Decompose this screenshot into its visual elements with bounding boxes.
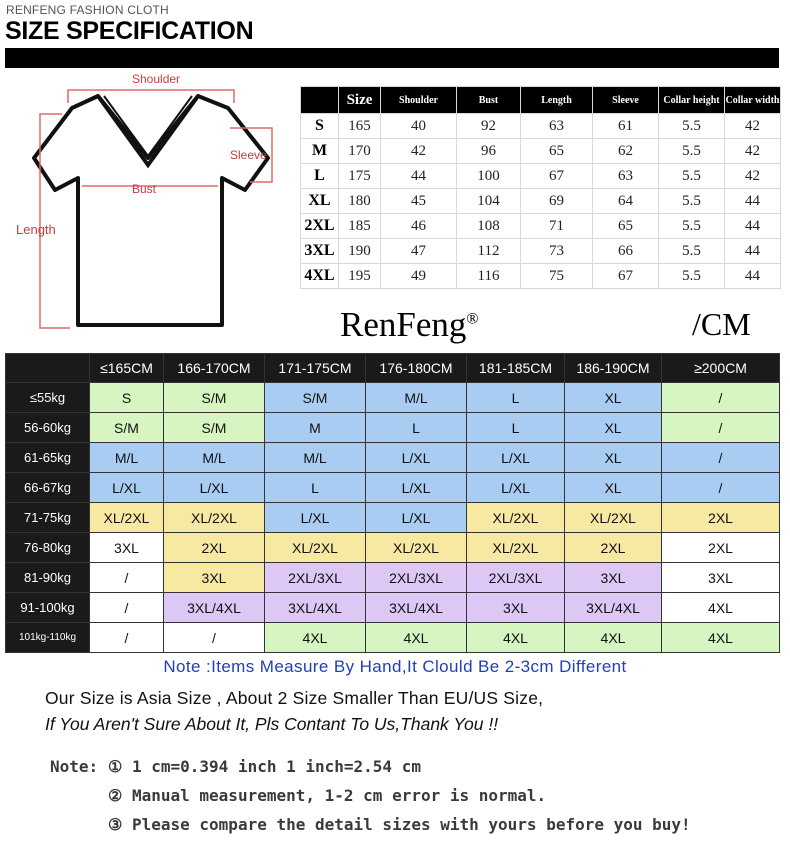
- fit-size-cell: 3XL/4XL: [565, 593, 662, 623]
- fit-size-cell: 2XL: [565, 533, 662, 563]
- size-value-cell: 96: [457, 139, 521, 164]
- fit-size-cell: XL: [565, 383, 662, 413]
- size-value-cell: 42: [725, 139, 781, 164]
- fit-size-cell: 2XL/3XL: [366, 563, 467, 593]
- fit-size-cell: L/XL: [265, 503, 366, 533]
- fit-size-cell: S/M: [90, 413, 164, 443]
- title-divider-bar: [5, 48, 779, 68]
- size-value-cell: 170: [339, 139, 381, 164]
- size-table-row: [301, 214, 781, 239]
- size-value-cell: 44: [725, 264, 781, 289]
- fit-size-cell: /: [662, 413, 780, 443]
- size-table-header: Shoulder: [381, 87, 457, 114]
- fit-size-cell: S/M: [265, 383, 366, 413]
- size-label-cell: S: [301, 114, 339, 139]
- size-table-body: [301, 114, 781, 289]
- size-value-cell: 64: [593, 189, 659, 214]
- fit-grid-row: [6, 563, 780, 593]
- size-value-cell: 44: [381, 164, 457, 189]
- size-value-cell: 66: [593, 239, 659, 264]
- fit-size-cell: XL/2XL: [265, 533, 366, 563]
- size-value-cell: 61: [593, 114, 659, 139]
- length-label: Length: [16, 222, 56, 237]
- size-value-cell: 63: [593, 164, 659, 189]
- brand-caption: RENFENG FASHION CLOTH: [6, 3, 169, 17]
- weight-label: 101kg-110kg: [6, 623, 90, 653]
- fit-size-cell: 4XL: [662, 593, 780, 623]
- registered-mark: ®: [466, 310, 479, 328]
- size-label-cell: XL: [301, 189, 339, 214]
- height-header: 171-175CM: [265, 354, 366, 383]
- size-label-cell: 4XL: [301, 264, 339, 289]
- fit-size-cell: 4XL: [467, 623, 565, 653]
- fit-grid-row: [6, 413, 780, 443]
- size-table-header-blank: [301, 87, 339, 114]
- fit-size-cell: L: [467, 383, 565, 413]
- fit-size-cell: XL/2XL: [164, 503, 265, 533]
- weight-label: ≤55kg: [6, 383, 90, 413]
- fit-size-cell: /: [662, 443, 780, 473]
- size-value-cell: 62: [593, 139, 659, 164]
- size-value-cell: 116: [457, 264, 521, 289]
- notes-label: Note:: [50, 757, 99, 776]
- brand-logo-text: RenFeng: [340, 305, 467, 344]
- weight-label: 61-65kg: [6, 443, 90, 473]
- fit-size-cell: M: [265, 413, 366, 443]
- unit-label: /CM: [692, 306, 751, 342]
- fit-grid-row: [6, 593, 780, 623]
- fit-size-cell: /: [90, 563, 164, 593]
- fit-size-cell: M/L: [265, 443, 366, 473]
- fit-size-cell: M/L: [164, 443, 265, 473]
- fit-size-cell: 3XL: [467, 593, 565, 623]
- fit-size-cell: 3XL/4XL: [366, 593, 467, 623]
- size-value-cell: 5.5: [659, 264, 725, 289]
- fit-size-cell: L/XL: [366, 503, 467, 533]
- fit-size-cell: S: [90, 383, 164, 413]
- weight-label: 91-100kg: [6, 593, 90, 623]
- size-spec-table: [300, 86, 781, 289]
- size-value-cell: 165: [339, 114, 381, 139]
- height-header: 176-180CM: [366, 354, 467, 383]
- weight-label: 71-75kg: [6, 503, 90, 533]
- size-value-cell: 92: [457, 114, 521, 139]
- fit-size-cell: XL/2XL: [467, 533, 565, 563]
- fit-size-cell: M/L: [90, 443, 164, 473]
- fit-grid-row: [6, 473, 780, 503]
- fit-size-cell: /: [662, 383, 780, 413]
- fit-grid-row: [6, 383, 780, 413]
- size-table-header: Size: [339, 87, 381, 114]
- fit-grid-row: [6, 533, 780, 563]
- size-value-cell: 5.5: [659, 164, 725, 189]
- note-item: ② Manual measurement, 1-2 cm error is normal.: [108, 786, 547, 805]
- fit-size-cell: 3XL: [662, 563, 780, 593]
- measure-note: Note :Items Measure By Hand,It Clould Be 2-3cm Different: [163, 657, 627, 676]
- size-value-cell: 67: [521, 164, 593, 189]
- fit-size-cell: /: [90, 623, 164, 653]
- size-value-cell: 65: [521, 139, 593, 164]
- fit-size-cell: XL/2XL: [366, 533, 467, 563]
- fit-size-cell: /: [662, 473, 780, 503]
- size-table-header: Sleeve: [593, 87, 659, 114]
- size-table-row: [301, 139, 781, 164]
- fit-size-cell: L/XL: [90, 473, 164, 503]
- note-item: ③ Please compare the detail sizes with yours before you buy!: [108, 815, 691, 834]
- bust-label: Bust: [132, 182, 157, 196]
- brand-logo: [340, 305, 479, 345]
- fit-size-cell: 2XL: [662, 503, 780, 533]
- size-value-cell: 71: [521, 214, 593, 239]
- size-table-header-row: [301, 87, 781, 114]
- size-value-cell: 46: [381, 214, 457, 239]
- size-value-cell: 40: [381, 114, 457, 139]
- height-header: 166-170CM: [164, 354, 265, 383]
- size-table-row: [301, 114, 781, 139]
- contact-note: If You Aren't Sure About It, Pls Contant To Us,Thank You !!: [45, 714, 499, 734]
- asia-size-note: Our Size is Asia Size , About 2 Size Smaller Than EU/US Size,: [45, 688, 544, 708]
- fit-size-cell: L/XL: [164, 473, 265, 503]
- size-label-cell: 3XL: [301, 239, 339, 264]
- size-value-cell: 69: [521, 189, 593, 214]
- fit-grid-row: [6, 623, 780, 653]
- fit-size-cell: 2XL/3XL: [265, 563, 366, 593]
- weight-label: 66-67kg: [6, 473, 90, 503]
- fit-size-cell: 3XL: [565, 563, 662, 593]
- size-value-cell: 49: [381, 264, 457, 289]
- size-value-cell: 44: [725, 239, 781, 264]
- size-value-cell: 73: [521, 239, 593, 264]
- size-value-cell: 44: [725, 189, 781, 214]
- size-value-cell: 112: [457, 239, 521, 264]
- tshirt-illustration: [0, 70, 290, 350]
- fit-grid-body: [6, 383, 780, 653]
- height-header: 181-185CM: [467, 354, 565, 383]
- size-table-row: [301, 189, 781, 214]
- weight-label: 56-60kg: [6, 413, 90, 443]
- fit-size-cell: L/XL: [467, 443, 565, 473]
- size-table-row: [301, 239, 781, 264]
- weight-label: 76-80kg: [6, 533, 90, 563]
- size-value-cell: 75: [521, 264, 593, 289]
- size-table-header: Collar height: [659, 87, 725, 114]
- size-table-row: [301, 264, 781, 289]
- shoulder-label: Shoulder: [132, 72, 181, 86]
- fit-size-cell: XL: [565, 473, 662, 503]
- size-value-cell: 63: [521, 114, 593, 139]
- fit-size-cell: 4XL: [662, 623, 780, 653]
- fit-size-cell: L: [366, 413, 467, 443]
- shirt-diagram: [0, 70, 290, 350]
- tshirt-icon: [34, 96, 268, 325]
- sleeve-label: Sleeve: [230, 148, 267, 162]
- size-value-cell: 195: [339, 264, 381, 289]
- size-value-cell: 175: [339, 164, 381, 189]
- size-value-cell: 5.5: [659, 214, 725, 239]
- size-value-cell: 180: [339, 189, 381, 214]
- fit-size-cell: 4XL: [265, 623, 366, 653]
- size-label-cell: 2XL: [301, 214, 339, 239]
- size-value-cell: 45: [381, 189, 457, 214]
- fit-grid-table: [5, 353, 780, 653]
- height-header: 186-190CM: [565, 354, 662, 383]
- size-value-cell: 42: [725, 164, 781, 189]
- height-header: ≥200CM: [662, 354, 780, 383]
- size-value-cell: 185: [339, 214, 381, 239]
- size-value-cell: 5.5: [659, 139, 725, 164]
- height-header: ≤165CM: [90, 354, 164, 383]
- fit-grid-row: [6, 443, 780, 473]
- fit-size-cell: /: [90, 593, 164, 623]
- fit-grid-row: [6, 503, 780, 533]
- size-label-cell: L: [301, 164, 339, 189]
- fit-size-cell: XL/2XL: [90, 503, 164, 533]
- fit-size-cell: L/XL: [366, 443, 467, 473]
- fit-size-cell: 2XL/3XL: [467, 563, 565, 593]
- fit-size-cell: M/L: [366, 383, 467, 413]
- fit-size-cell: 3XL/4XL: [265, 593, 366, 623]
- size-table-header: Length: [521, 87, 593, 114]
- fit-size-cell: XL/2XL: [467, 503, 565, 533]
- fit-size-cell: L: [265, 473, 366, 503]
- fit-size-cell: XL/2XL: [565, 503, 662, 533]
- fit-size-cell: L/XL: [366, 473, 467, 503]
- size-value-cell: 42: [381, 139, 457, 164]
- fit-size-cell: 3XL: [90, 533, 164, 563]
- size-value-cell: 5.5: [659, 239, 725, 264]
- size-value-cell: 44: [725, 214, 781, 239]
- size-value-cell: 47: [381, 239, 457, 264]
- fit-grid-corner: [6, 354, 90, 383]
- weight-label: 81-90kg: [6, 563, 90, 593]
- fit-size-cell: L: [467, 413, 565, 443]
- size-value-cell: 100: [457, 164, 521, 189]
- fit-size-cell: 2XL: [164, 533, 265, 563]
- size-value-cell: 5.5: [659, 114, 725, 139]
- size-value-cell: 65: [593, 214, 659, 239]
- fit-size-cell: S/M: [164, 413, 265, 443]
- size-value-cell: 5.5: [659, 189, 725, 214]
- size-value-cell: 190: [339, 239, 381, 264]
- size-value-cell: 42: [725, 114, 781, 139]
- fit-size-cell: L/XL: [467, 473, 565, 503]
- fit-grid-header-row: [6, 354, 780, 383]
- page-title: SIZE SPECIFICATION: [5, 17, 254, 45]
- size-table-header: Collar width: [725, 87, 781, 114]
- fit-size-cell: 4XL: [366, 623, 467, 653]
- fit-size-cell: 2XL: [662, 533, 780, 563]
- fit-size-cell: /: [164, 623, 265, 653]
- fit-size-cell: XL: [565, 443, 662, 473]
- size-label-cell: M: [301, 139, 339, 164]
- fit-size-cell: 4XL: [565, 623, 662, 653]
- fit-size-cell: 3XL/4XL: [164, 593, 265, 623]
- fit-size-cell: 3XL: [164, 563, 265, 593]
- size-value-cell: 67: [593, 264, 659, 289]
- size-table-row: [301, 164, 781, 189]
- size-value-cell: 108: [457, 214, 521, 239]
- size-table-header: Bust: [457, 87, 521, 114]
- fit-size-cell: S/M: [164, 383, 265, 413]
- size-value-cell: 104: [457, 189, 521, 214]
- note-item: ① 1 cm=0.394 inch 1 inch=2.54 cm: [108, 757, 421, 776]
- fit-size-cell: XL: [565, 413, 662, 443]
